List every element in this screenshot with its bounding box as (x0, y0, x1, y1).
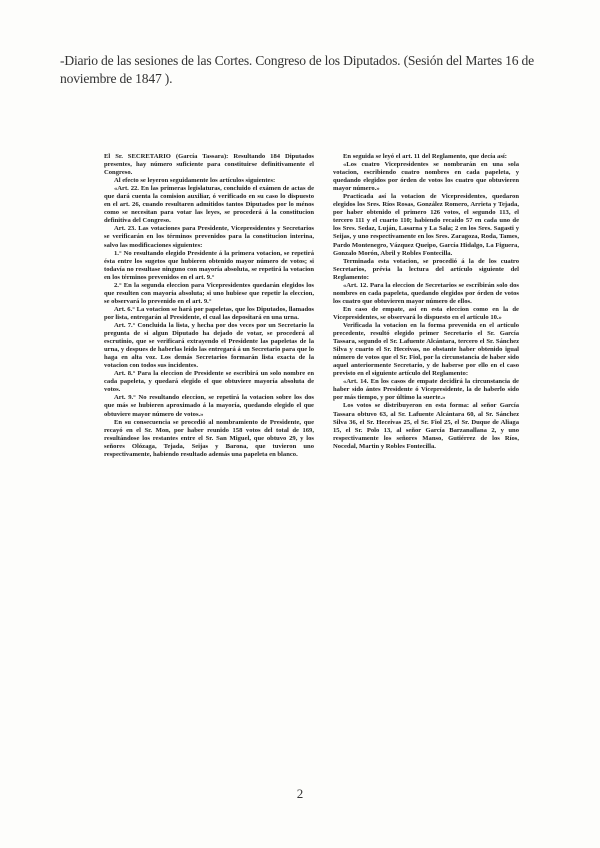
paragraph: «Art. 14. En los casos de empate decidirá la circunstancia de haber sido ántes Presidente ó Vicepresidente, la de haberlo sido por más tiempo, y por último la suerte.» (333, 378, 519, 402)
paragraph: Art. 23. Las votaciones para Presidente, Vicepresidentes y Secretarios se verificarán en los términos prevenidos para la constitucion interina, salvo las modificaciones siguientes: (104, 225, 314, 249)
paragraph: Art. 9.° No resultando eleccion, se repetirá la votacion sobre los dos que más se hubieren aproximado á la mayoría, quedando elegido el que obtuviere mayor número de votos.» (104, 394, 314, 418)
paragraph: Al efecto se leyeron seguidamente los artículos siguientes: (114, 177, 276, 185)
paragraph: 2.° En la segunda eleccion para Vicepresidentes quedarán elegidos los que resulten con mayoría absoluta; si uno hubiese que repetir la eleccion, se observará lo prevenido en el art. 9.° (104, 281, 314, 305)
paragraph: En su consecuencia se procedió al nombramiento de Presidente, que recayó en el Sr. Mon, por haber reunido 158 votos del total de 169, resultándose los restantes entre el Sr. San Miguel, que obtuvo 29, y los señores Olózaga, Tejada, Seijas y Barona, que tuvieron uno respectivamente, habiendo resultado además una papeleta en blanco. (104, 418, 314, 458)
paragraph: Terminada esta votacion, se procedió á la de los cuatro Secretarios, prévia la lectura del artículo siguiente del Reglamento: (333, 257, 519, 281)
document-header: -Diario de las sesiones de las Cortes. Congreso de los Diputados. (Sesión del Martes 16 de noviembre de 1847 ). (60, 53, 534, 86)
paragraph: «Art. 22. En las primeras legislaturas, concluido el exámen de actas de que dará cuenta la comision auxiliar, ó verificado en su caso lo dispuesto en el art. 26, cuando resultaren admitidos tantos Diputados por lo ménos como se necesitan para votar las leyes, se procederá á la constitucion definitiva del Congreso. (104, 185, 314, 225)
paragraph: En caso de empate, así en esta eleccion como en la de Vicepresidentes, se observará lo dispuesto en el artículo 10.» (333, 305, 519, 321)
paragraph: Art. 7.° Concluida la lista, y hecha por dos veces por un Secretario la pregunta de si algun Diputado ha dejado de votar, se procederá al escrutinio, que se verificará extrayendo el Presidente las papeletas de la urna, y despues de haberlas leído las entregará á un Secretario para que lo haga en alta voz. Los demás Secretarios formarán lista exacta de la votacion con todos sus incidentes. (104, 321, 314, 370)
paragraph: Verificada la votacion en la forma prevenida en el artículo precedente, resultó elegido primer Secretario el Sr. García Tassara, segundo el Sr. Lafuente Alcántara, tercero el Sr. Sánchez Silva y cuarto el Sr. Heceivas, no obstante haber obtenido igual número de votos que el Sr. Fiol, por la circunstancia de haber sido aquel anteriormente Secretario, y de haberse por ello en el caso previsto en el siguiente artículo del Reglamento: (333, 321, 519, 378)
paragraph: «Art. 12. Para la eleccion de Secretarios se escribirán solo dos nombres en cada papeleta, quedando elegidos por órden de votos los cuatro que obtuvieren mayor número de ellos. (333, 281, 519, 305)
paragraph: El Sr. SECRETARIO (García Tassara): Resultando 184 Diputados presentes, hay número suficiente para constituirse definitivamente el Congreso. (104, 153, 314, 177)
paragraph: «Los cuatro Vicepresidentes se nombrarán en una sola votacion, escribiendo cuatro nombres en cada papeleta, y quedando elegidos por órden de votos los cuatro que obtuvieren mayor número.» (333, 161, 519, 193)
paragraph: Practicada así la votacion de Vicepresidentes, quedaron elegidos los Sres. Ríos Rosas, González Romero, Arrieta y Tejada, por haber obtenido el primero 126 votos, el segundo 113, el tercero 111 y el cuarto 110; habiendo recaido 57 en cada uno de los Sres. Sedaz, Luján, Lasarna y La Sala; 2 en los Sres. Sagasti y Seijas, y uno respectivamente en los Sres. Zaragoza, Roda, Tames, Pardo Montenegro, Vázquez Queipo, García Hidalgo, La Figuera, Gonzalo Morón, Abril y Robles Fontecilla. (333, 193, 519, 257)
paragraph: Art. 6.° La votacion se hará por papeletas, que los Diputados, llamados por lista, entregarán al Presidente, el cual las depositará en una urna. (104, 305, 314, 321)
right-column (333, 153, 519, 451)
paragraph: En seguida se leyó el art. 11 del Reglamento, que decía así: (343, 153, 507, 160)
left-column (104, 153, 314, 459)
paragraph: Los votos se distribuyeron en esta forma: al señor García Tassara obtuvo 63, al Sr. Lafuente Alcántara 60, al Sr. Sánchez Silva 36, el Sr. Heceivas 25, el Sr. Fiol 25, el Sr. Duque de Aliaga 15, el Sr. Polo 13, al señor García Barzanallana 2, y uno respectivamente los señores Manso, Gutiérrez de los Ríos, Nocedal, Martin y Robles Fontecilla. (333, 402, 519, 450)
page-number: 2 (296, 786, 304, 801)
paragraph: Art. 8.° Para la eleccion de Presidente se escribirá un solo nombre en cada papeleta, y quedará elegido el que obtuviere mayoría absoluta de votos. (104, 370, 314, 394)
paragraph: 1.° No resultando elegido Presidente á la primera votacion, se repetirá ésta entre los sugetos que hubieren obtenido mayor número de votos; si todavía no resultase ninguno con mayoría absoluta, se repetirá la votacion en los términos prevenidos en el art. 9.° (104, 249, 314, 281)
